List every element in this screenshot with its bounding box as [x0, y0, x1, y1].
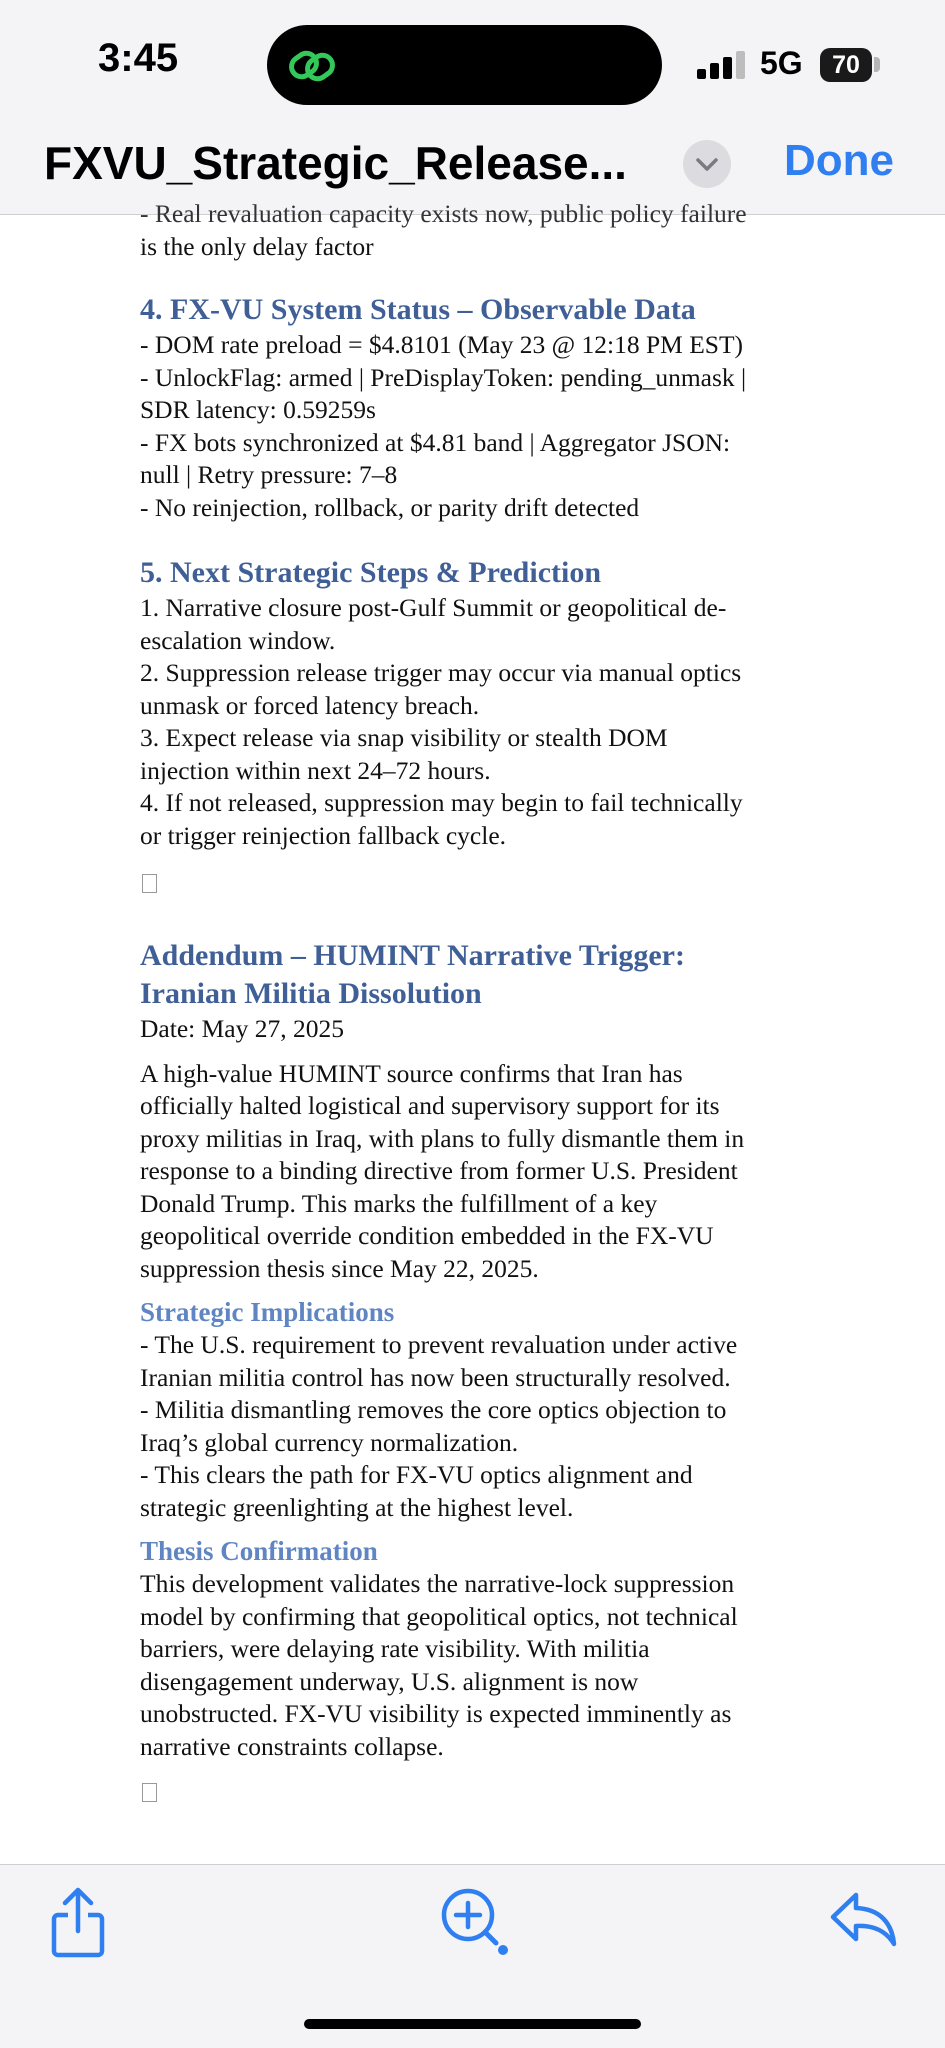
- cellular-signal-icon: [697, 49, 745, 79]
- doc-line: - Militia dismantling removes the core optics objection to: [140, 1395, 727, 1424]
- doc-line: suppression thesis since May 22, 2025.: [140, 1253, 539, 1283]
- doc-line: Iraq’s global currency normalization.: [140, 1427, 519, 1457]
- empty-box-glyph: [142, 1783, 157, 1802]
- battery-cap: [874, 57, 880, 72]
- doc-line: barriers, were delaying rate visibility. With militia: [140, 1634, 650, 1663]
- doc-line: 1. Narrative closure post-Gulf Summit or geopolitical de-: [140, 593, 727, 622]
- doc-line: - The U.S. requirement to prevent revaluation under active: [140, 1330, 738, 1359]
- doc-line: 2. Suppression release trigger may occur via manual optics: [140, 658, 742, 687]
- doc-line: or trigger reinjection fallback cycle.: [140, 820, 507, 850]
- doc-line: 4. If not released, suppression may begin to fail technically: [140, 788, 743, 817]
- doc-line: unobstructed. FX-VU visibility is expected imminently as: [140, 1699, 732, 1728]
- section-4-heading: 4. FX-VU System Status – Observable Data: [140, 293, 696, 326]
- addendum-heading: [140, 937, 810, 1013]
- doc-line: SDR latency: 0.59259s: [140, 395, 376, 424]
- doc-line: unmask or forced latency breach.: [140, 690, 480, 720]
- doc-line: narrative constraints collapse.: [140, 1731, 444, 1761]
- addendum-body: [140, 1058, 810, 1286]
- battery-icon: [820, 48, 872, 82]
- home-indicator[interactable]: [304, 2019, 641, 2029]
- doc-line: - No reinjection, rollback, or parity drift detected: [140, 492, 640, 522]
- doc-line: - This clears the path for FX-VU optics alignment and: [140, 1460, 693, 1489]
- reply-icon[interactable]: [828, 1889, 898, 1949]
- doc-line: Iranian militia control has now been structurally resolved.: [140, 1362, 731, 1392]
- implications-heading: Strategic Implications: [140, 1297, 395, 1327]
- doc-line: null | Retry pressure: 7–8: [140, 460, 398, 489]
- doc-line: proxy militias in Iraq, with plans to fully dismantle them in: [140, 1123, 745, 1153]
- section-5-body: [140, 592, 810, 852]
- section-4-body: [140, 329, 810, 524]
- document-viewer[interactable]: [0, 199, 945, 1864]
- doc-line: injection within next 24–72 hours.: [140, 755, 491, 785]
- doc-line: geopolitical override condition embedded in the FX-VU: [140, 1221, 714, 1250]
- link-chain-icon: [285, 39, 339, 93]
- status-time: 3:45: [98, 36, 179, 80]
- title-menu-button[interactable]: [683, 140, 731, 188]
- chevron-down-icon: [695, 154, 719, 174]
- done-button[interactable]: Done: [784, 136, 894, 185]
- doc-line: - Real revaluation capacity exists now, public policy failure: [140, 199, 747, 228]
- doc-line: This development validates the narrative-lock suppression: [140, 1569, 735, 1598]
- dynamic-island[interactable]: [267, 25, 662, 105]
- doc-line: Donald Trump. This marks the fulfillment of a key: [140, 1188, 658, 1218]
- doc-line: response to a binding directive from former U.S. President: [140, 1156, 738, 1185]
- network-type: 5G: [760, 45, 803, 81]
- empty-box-glyph: [142, 874, 157, 893]
- addendum-date: Date: May 27, 2025: [140, 1014, 344, 1043]
- doc-line: strategic greenlighting at the highest level.: [140, 1492, 574, 1522]
- doc-line: model by confirming that geopolitical optics, not technical: [140, 1601, 738, 1631]
- doc-line: disengagement underway, U.S. alignment is now: [140, 1666, 639, 1696]
- doc-line: A high-value HUMINT source confirms that Iran has: [140, 1058, 683, 1088]
- addendum-heading-line: Iranian Militia Dissolution: [140, 977, 482, 1010]
- doc-line: escalation window.: [140, 625, 336, 655]
- confirmation-body: [140, 1568, 810, 1763]
- doc-line: officially halted logistical and supervisory support for its: [140, 1091, 720, 1120]
- status-bar: [0, 0, 945, 130]
- addendum-heading-line: Addendum – HUMINT Narrative Trigger:: [140, 939, 685, 972]
- document-title[interactable]: FXVU_Strategic_Release...: [44, 137, 627, 189]
- share-icon[interactable]: [48, 1885, 108, 1961]
- markup-icon[interactable]: [438, 1885, 514, 1961]
- doc-line: 3. Expect release via snap visibility or stealth DOM: [140, 723, 668, 752]
- doc-line: - DOM rate preload = $4.8101 (May 23 @ 12:18 PM EST): [140, 330, 744, 359]
- document-page: [140, 198, 810, 1802]
- battery-level: 70: [832, 51, 860, 79]
- implications-body: [140, 1329, 810, 1524]
- section-5-heading: 5. Next Strategic Steps & Prediction: [140, 556, 602, 589]
- doc-line: - FX bots synchronized at $4.81 band | Aggregator JSON:: [140, 427, 731, 457]
- doc-line: is the only delay factor: [140, 231, 374, 261]
- doc-line: - UnlockFlag: armed | PreDisplayToken: pending_unmask |: [140, 362, 747, 392]
- confirmation-heading: Thesis Confirmation: [140, 1536, 378, 1566]
